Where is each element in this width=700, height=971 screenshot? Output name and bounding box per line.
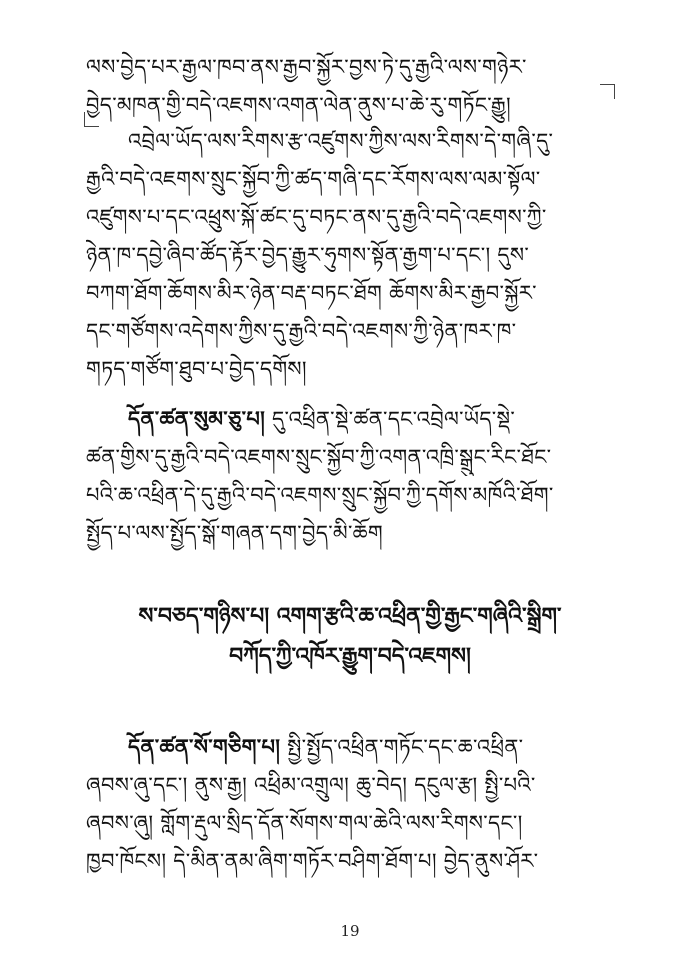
text-line: ཁྱབ་ཁོངས། དེ་མིན་ནམ་ཞིག་གཏོར་བཤིག་ཐོག་པ། བྱེད་ནུས་ཤོར་ (86, 849, 539, 873)
text-line: པའི་ཆ་འཕྲིན་དེ་དུ་རྒྱའི་བདེ་འཇགས་སྲུང་སྐྱོབ་ཀྱི་དགོས་མཁོའི་ཐོག་ (86, 483, 554, 507)
text-line: ཚན་གྱིས་དུ་རྒྱའི་བདེ་འཇགས་སྲུང་སྐྱོབ་ཀྱི་འགན་འཁྲི་སྒྲུང་རིང་ཐོང་ (86, 445, 552, 469)
text-line: སྤྱོད་པ་ལས་སྤྱོད་སྒོ་གཞན་དག་བྱེད་མི་ཆོག (86, 521, 383, 545)
text-line: གཏད་གཙོག་ཐུབ་པ་བྱེད་དགོས། (86, 357, 307, 381)
text-line-with-label (86, 728, 614, 766)
text-line-with-label (86, 400, 614, 438)
text-line: འཛུགས་པ་དང་འཕྲུས་སྐོ་ཚང་དུ་བཏང་ནས་དུ་རྒྱའི་བདེ་འཇགས་ཀྱི་ (86, 205, 547, 229)
heading-line: བཀོད་ཀྱི་འཁོར་རྒྱུག་བདེ་འཇགས། (229, 643, 471, 669)
text-line: རྒྱའི་བདེ་འཇགས་སྲུང་སྐྱོབ་ཀྱི་ཚད་གཞི་དང་རོགས་ལས་ལམ་སྟོལ་ (86, 167, 541, 191)
text-line: ལས་བྱེད་པར་རྒྱལ་ཁབ་ནས་རྒྱབ་སྐྱོར་བྱས་ཏེ་དུ་རྒྱའི་ལས་གཉེར་ (86, 55, 527, 79)
heading-line: ས་བཅད་གཉིས་པ། འགག་རྩའི་ཆ་འཕྲིན་གྱི་རྒྱང་གཞིའི་སྒྲིག་ (138, 603, 562, 629)
paragraph-continued (86, 48, 614, 124)
text-line: སྤྱི་སྤྱོད་འཕྲིན་གཏོང་དང་ཆ་འཕྲིན་ (287, 735, 524, 759)
text-line: ཉེན་ཁ་དབྱེ་ཞིབ་ཚོད་རྟོར་བྱེད་རྒྱུར་ཧུགས་སྟོན་རྒྱག་པ་དང་། དུས་ (86, 243, 530, 267)
paragraph-3 (86, 400, 614, 552)
text-line: དང་གཙོགས་འདེགས་ཀྱིས་དུ་རྒྱའི་བདེ་འཇགས་ཀྱི་ཉེན་ཁར་ཁ་ (86, 319, 517, 343)
paragraph-2 (86, 122, 614, 388)
text-line: ཞབས་ཞུ། གློག་རྡུལ་སྲིད་དོན་སོགས་གལ་ཆེའི་ལས་རིགས་དང་། (86, 811, 523, 835)
section-heading (80, 596, 620, 676)
text-line: འབྲེལ་ཡོད་ལས་རིགས་རྩ་འཛུགས་ཀྱིས་ལས་རིགས་དེ་གཞི་དུ་ (128, 129, 554, 153)
text-line: བཀག་ཐོག་ཆོགས་མིར་ཉེན་བརྡ་བཏང་ཐོག ཆོགས་མིར་རྒྱབ་སྐྱོར་ (86, 281, 537, 305)
text-line: དུ་འཕྲིན་སྡེ་ཚན་དང་འབྲེལ་ཡོད་སྡེ་ (272, 407, 516, 431)
text-line: བྱེད་མཁན་གྱི་བདེ་འཇགས་འགན་ལེན་ནུས་པ་ཆེ་རུ་གཏོང་རྒྱུ། (86, 93, 511, 117)
article-label: དོན་ཚན་སུམ་ཅུ་པ། (128, 406, 266, 431)
article-label: དོན་ཚན་སོ་གཅིག་པ། (128, 734, 281, 759)
text-line: ཞབས་ཞུ་དང་། ནུས་རྒྱ། འཕྲིམ་འགྲུལ། ཆུ་བེད། དངུལ་རྩ། སྤྱི་པའི་ (86, 773, 536, 797)
page-number: 19 (340, 922, 360, 940)
paragraph-4 (86, 728, 614, 880)
